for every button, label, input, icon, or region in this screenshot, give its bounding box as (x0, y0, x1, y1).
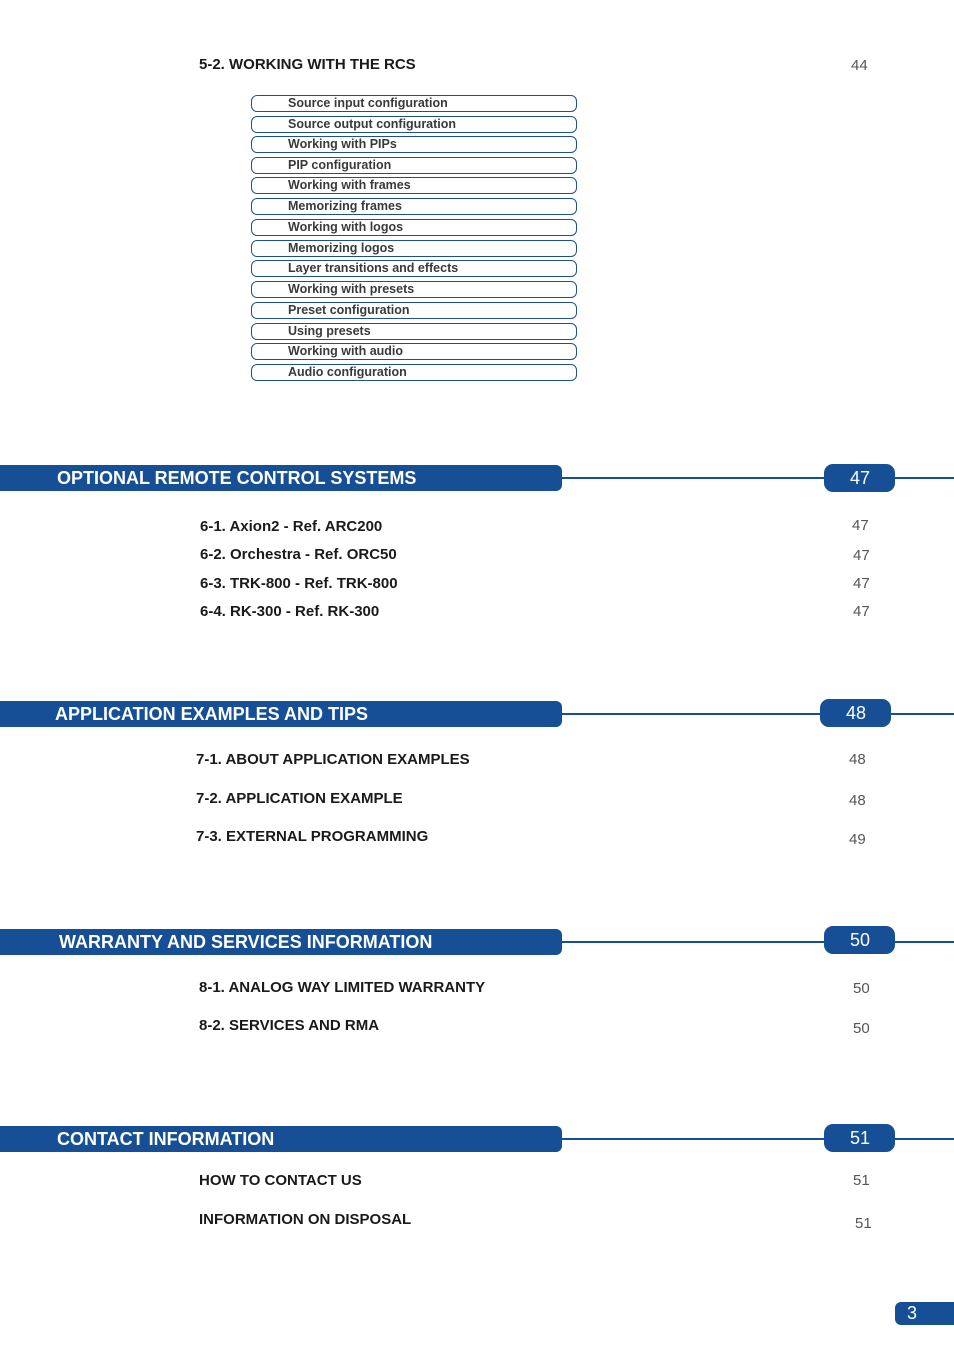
toc-page: 48 (849, 792, 866, 809)
sub-item[interactable]: Working with frames (251, 177, 577, 194)
section-page-badge: 51 (824, 1124, 895, 1152)
section-rule (562, 1138, 954, 1140)
sub-item[interactable]: Layer transitions and effects (251, 260, 577, 277)
section-rule (562, 477, 954, 479)
toc-entry[interactable]: 7-3. EXTERNAL PROGRAMMING (196, 828, 429, 845)
sub-item[interactable]: Using presets (251, 323, 577, 340)
sub-item[interactable]: Source output configuration (251, 116, 577, 133)
toc-entry[interactable]: INFORMATION ON DISPOSAL (199, 1211, 412, 1228)
toc-entry[interactable]: HOW TO CONTACT US (199, 1172, 362, 1189)
section-rule (562, 941, 954, 943)
sub-item[interactable]: Working with presets (251, 281, 577, 298)
toc-page: 51 (855, 1215, 872, 1232)
section-header-warranty[interactable]: WARRANTY AND SERVICES INFORMATION (0, 929, 562, 955)
toc-entry[interactable]: 6-1. Axion2 - Ref. ARC200 (200, 518, 383, 535)
toc-entry-5-2[interactable]: 5-2. WORKING WITH THE RCS (199, 56, 416, 73)
sub-item[interactable]: Audio configuration (251, 364, 577, 381)
toc-page: 50 (853, 1020, 870, 1037)
toc-page: 48 (849, 751, 866, 768)
sub-item[interactable]: Working with audio (251, 343, 577, 360)
sub-item[interactable]: PIP configuration (251, 157, 577, 174)
toc-entry[interactable]: 6-4. RK-300 - Ref. RK-300 (200, 603, 380, 620)
sub-item[interactable]: Working with logos (251, 219, 577, 236)
toc-page: 50 (853, 980, 870, 997)
sub-item[interactable]: Memorizing frames (251, 198, 577, 215)
toc-entry[interactable]: 7-1. ABOUT APPLICATION EXAMPLES (196, 751, 470, 768)
sub-item[interactable]: Source input configuration (251, 95, 577, 112)
sub-item[interactable]: Memorizing logos (251, 240, 577, 257)
toc-entry[interactable]: 7-2. APPLICATION EXAMPLE (196, 790, 403, 807)
section-rule (562, 713, 954, 715)
toc-entry[interactable]: 6-2. Orchestra - Ref. ORC50 (200, 546, 397, 563)
page-number-badge: 3 (895, 1302, 954, 1325)
section-page-badge: 48 (820, 699, 891, 727)
toc-entry[interactable]: 6-3. TRK-800 - Ref. TRK-800 (200, 575, 398, 592)
section-header-application-examples[interactable]: APPLICATION EXAMPLES AND TIPS (0, 701, 562, 727)
sub-item[interactable]: Preset configuration (251, 302, 577, 319)
toc-page: 47 (853, 547, 870, 564)
toc-page-5-2: 44 (851, 57, 868, 74)
toc-page: 49 (849, 831, 866, 848)
toc-page: 47 (852, 517, 869, 534)
section-header-contact[interactable]: CONTACT INFORMATION (0, 1126, 562, 1152)
toc-entry[interactable]: 8-1. ANALOG WAY LIMITED WARRANTY (199, 979, 486, 996)
toc-entry[interactable]: 8-2. SERVICES AND RMA (199, 1017, 380, 1034)
section-header-remote-control[interactable]: OPTIONAL REMOTE CONTROL SYSTEMS (0, 465, 562, 491)
section-page-badge: 47 (824, 464, 895, 492)
sub-item[interactable]: Working with PIPs (251, 136, 577, 153)
toc-page: 51 (853, 1172, 870, 1189)
toc-page: 47 (853, 603, 870, 620)
toc-page: 47 (853, 575, 870, 592)
section-page-badge: 50 (824, 926, 895, 954)
